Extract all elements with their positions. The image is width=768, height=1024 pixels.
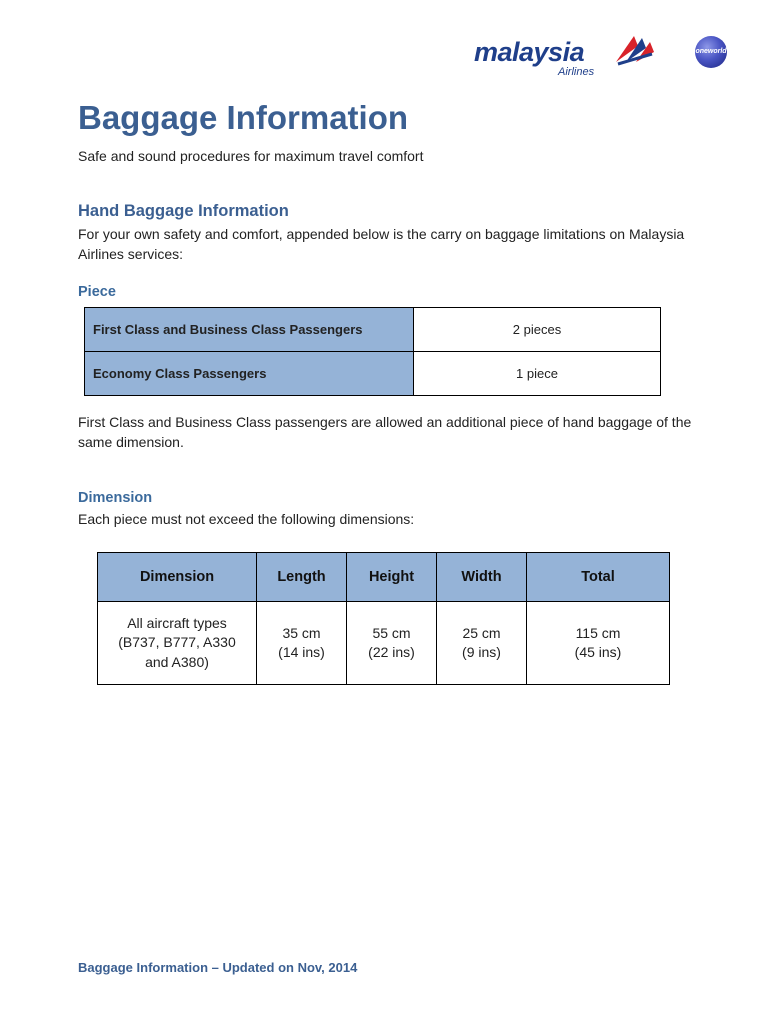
width-cell <box>437 602 527 685</box>
cell-line: (B737, B777, A330 <box>118 634 236 651</box>
page-subtitle: Safe and sound procedures for maximum travel comfort <box>78 148 424 164</box>
cell-line: 25 cm <box>462 624 501 641</box>
cell-line: 55 cm <box>372 624 411 641</box>
cell-line: (22 ins) <box>368 644 415 660</box>
cell-line: (9 ins) <box>462 644 501 660</box>
table-row <box>85 352 661 396</box>
passenger-class-cell: Economy Class Passengers <box>85 352 414 396</box>
length-cell <box>257 602 347 685</box>
oneworld-logo: oneworld <box>695 36 727 68</box>
table-row <box>85 308 661 352</box>
column-header: Height <box>347 553 437 602</box>
logo-wordmark: malaysia <box>474 37 585 67</box>
piece-heading: Piece <box>78 284 116 300</box>
cell-line: (45 ins) <box>574 644 622 660</box>
page-title: Baggage Information <box>78 99 409 136</box>
cell-line: All aircraft types <box>127 614 227 631</box>
piece-count-cell: 1 piece <box>414 352 661 396</box>
total-cell <box>527 602 670 685</box>
piece-table <box>84 307 661 396</box>
column-header: Width <box>437 553 527 602</box>
dimension-table <box>97 552 670 685</box>
additional-piece-note: First Class and Business Class passengers are allowed an additional piece of hand baggage of the same dimension. <box>78 414 692 450</box>
cell-line: 35 cm <box>282 624 321 641</box>
cell-line: 115 cm <box>575 624 621 641</box>
table-header-row <box>98 553 670 602</box>
aircraft-types-cell <box>98 602 257 685</box>
column-header: Dimension <box>98 553 257 602</box>
piece-count-cell: 2 pieces <box>414 308 661 352</box>
hand-baggage-heading: Hand Baggage Information <box>78 202 289 220</box>
logo-subtext: Airlines <box>558 66 595 78</box>
cell-line: (14 ins) <box>278 644 325 660</box>
cell-line: and A380) <box>145 653 209 670</box>
hand-baggage-intro: For your own safety and comfort, appended below is the carry on baggage limitations on Malaysia Airlines services: <box>78 226 685 262</box>
passenger-class-cell: First Class and Business Class Passengers <box>85 308 414 352</box>
kite-icon <box>612 32 656 68</box>
malaysia-airlines-logo <box>474 30 654 80</box>
column-header: Length <box>257 553 347 602</box>
column-header: Total <box>527 553 670 602</box>
dimension-heading: Dimension <box>78 490 153 506</box>
dimension-intro: Each piece must not exceed the following dimensions: <box>78 511 415 527</box>
height-cell <box>347 602 437 685</box>
table-row <box>98 602 670 685</box>
page-footer: Baggage Information – Updated on Nov, 2014 <box>78 960 358 975</box>
